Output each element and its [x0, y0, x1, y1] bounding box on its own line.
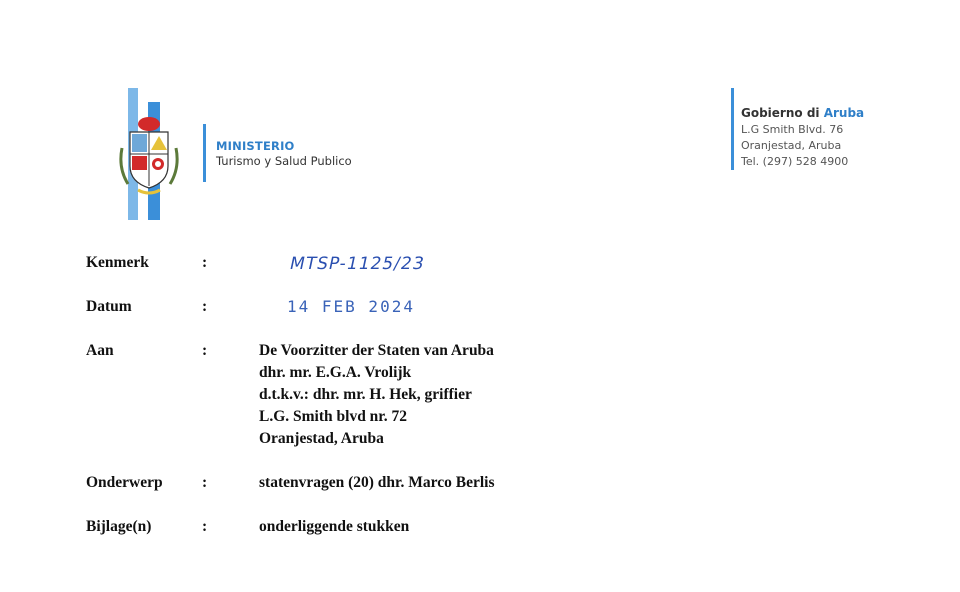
gov-divider: [731, 88, 734, 170]
kenmerk-label: Kenmerk: [86, 254, 149, 271]
aan-line: De Voorzitter der Staten van Aruba: [259, 342, 494, 359]
ministry-divider: [203, 124, 206, 182]
aan-line: Oranjestad, Aruba: [259, 430, 384, 447]
gov-address-block: [741, 106, 864, 170]
ministry-name: Turismo y Salud Publico: [216, 154, 352, 168]
bijlage-value: onderliggende stukken: [259, 518, 410, 535]
kenmerk-handwritten-value: MTSP-1125/23: [287, 254, 427, 274]
datum-colon: :: [202, 298, 208, 315]
aan-line: d.t.k.v.: dhr. mr. H. Hek, griffier: [259, 386, 472, 403]
aan-address-block: [259, 340, 494, 450]
gov-title: [741, 106, 864, 120]
datum-label: Datum: [86, 298, 132, 315]
bijlage-label: Bijlage(n): [86, 518, 152, 535]
bijlage-colon: :: [202, 518, 208, 535]
aan-line: L.G. Smith blvd nr. 72: [259, 408, 408, 425]
onderwerp-colon: :: [202, 474, 208, 491]
gov-phone-line: Tel. (297) 528 4900: [741, 155, 849, 168]
aruba-coat-of-arms-icon: [118, 88, 180, 220]
ministry-block: [216, 139, 352, 168]
gov-title-accent: Aruba: [823, 106, 865, 120]
onderwerp-label: Onderwerp: [86, 474, 163, 491]
kenmerk-colon: :: [202, 254, 208, 271]
aan-colon: :: [202, 342, 208, 359]
gov-address-line: Oranjestad, Aruba: [741, 139, 842, 152]
onderwerp-value: statenvragen (20) dhr. Marco Berlis: [259, 474, 495, 491]
gov-address-line: L.G Smith Blvd. 76: [741, 123, 844, 136]
aan-label: Aan: [86, 342, 114, 359]
aan-line: dhr. mr. E.G.A. Vrolijk: [259, 364, 412, 381]
ministry-title: MINISTERIO: [216, 139, 295, 153]
gov-title-prefix: Gobierno di: [741, 106, 820, 120]
datum-stamp-value: 14 FEB 2024: [287, 297, 415, 316]
